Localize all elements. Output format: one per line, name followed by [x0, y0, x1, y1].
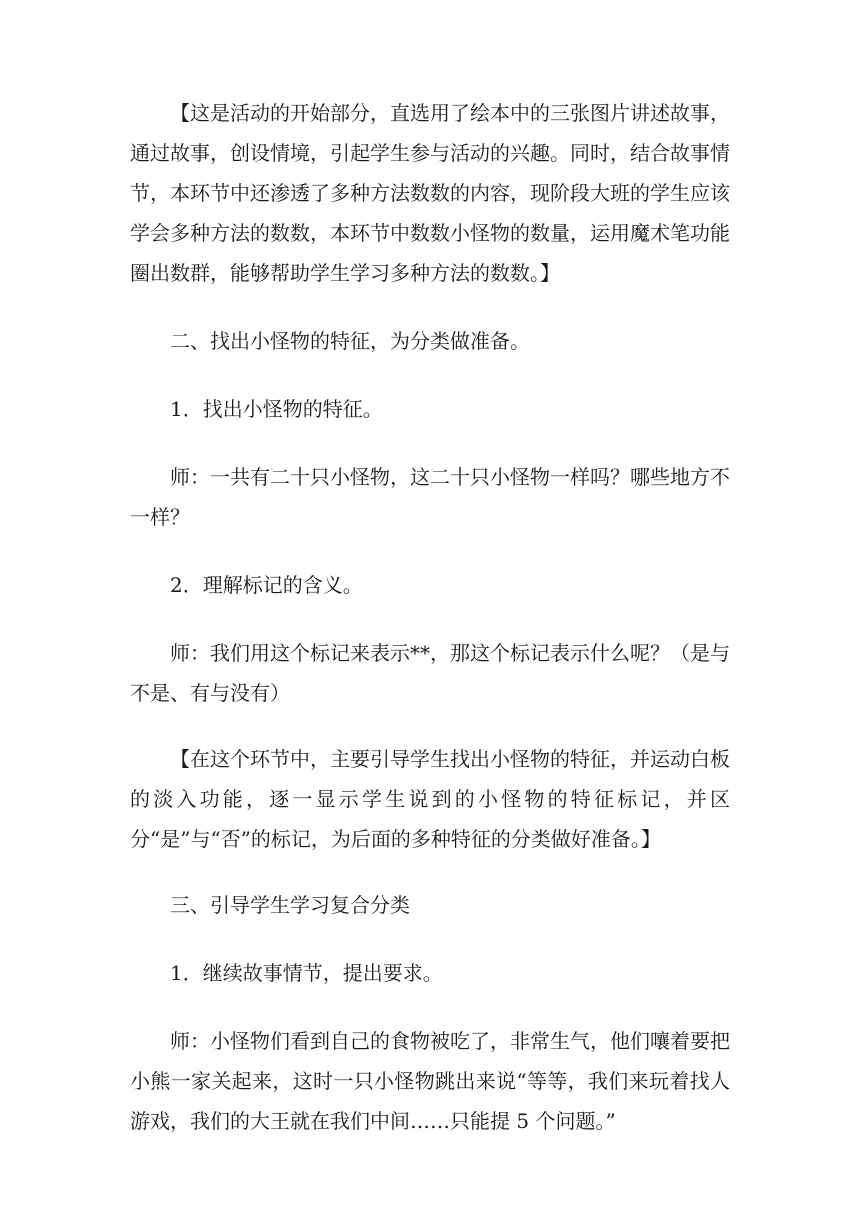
- step-heading-understand-marks: 2．理解标记的含义。: [170, 573, 363, 597]
- step-heading-continue-story: 1．继续故事情节，提出要求。: [170, 961, 443, 985]
- paragraph-intro-note: 【这是活动的开始部分，直选用了绘本中的三张图片讲述故事，通过故事，创设情境，引起学生参与活动的兴趣。同时，结合故事情节，本环节中还渗透了多种方法数数的内容，现阶段大班的学生应该学会多种方法的数数，本环节中数数小怪物的数量，运用魔术笔功能圈出数群，能够帮助学生学习多种方法的数数。】: [130, 101, 730, 285]
- teacher-question-one: 师：一共有二十只小怪物，这二十只小怪物一样吗？哪些地方不一样？: [130, 465, 730, 529]
- section-heading-three: 三、引导学生学习复合分类: [170, 893, 410, 917]
- document-page: [130, 93, 730, 1141]
- paragraph-section-note: 【在这个环节中，主要引导学生找出小怪物的特征，并运动白板的淡入功能，逐一显示学生说到的小怪物的特征标记，并区分“是”与“否”的标记，为后面的多种特征的分类做好准备。】: [130, 747, 730, 851]
- teacher-question-two: 师：我们用这个标记来表示**，那这个标记表示什么呢？（是与不是、有与没有）: [130, 641, 730, 705]
- teacher-story-paragraph: 师：小怪物们看到自己的食物被吃了，非常生气，他们嚷着要把小熊一家关起来，这时一只小怪物跳出来说“等等，我们来玩着找人游戏，我们的大王就在我们中间……只能提 5 个问题。”: [130, 1029, 730, 1133]
- step-heading-find-features: 1．找出小怪物的特征。: [170, 397, 383, 421]
- section-heading-two: 二、找出小怪物的特征，为分类做准备。: [170, 329, 530, 353]
